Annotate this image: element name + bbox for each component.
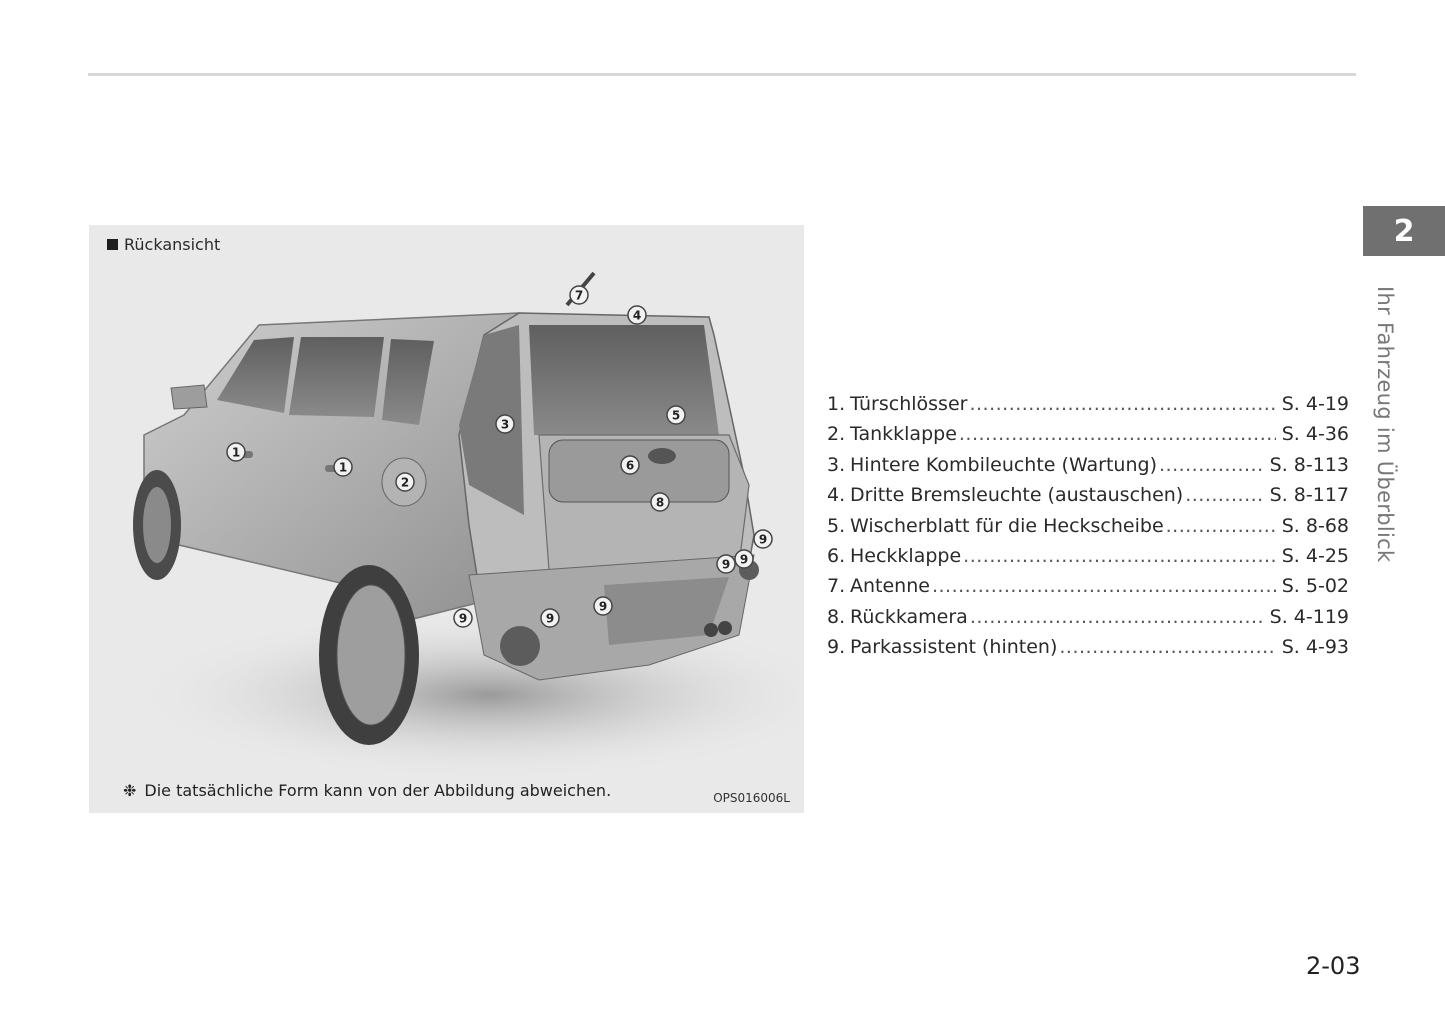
- chapter-title: [1373, 286, 1413, 586]
- callout-badge-label: 2: [400, 475, 410, 490]
- chapter-title-text: Ihr Fahrzeug im Überblick: [1373, 286, 1397, 563]
- dot-leader: [969, 393, 1275, 415]
- list-item: [827, 423, 1349, 453]
- callout-badge-7: [570, 286, 588, 304]
- callout-badge-label: 9: [545, 611, 555, 626]
- chapter-number-tab: 2: [1363, 206, 1445, 256]
- item-page-ref: S. 8-68: [1281, 514, 1349, 537]
- item-number: 5.: [827, 514, 846, 537]
- figure-note-text: Die tatsächliche Form kann von der Abbildung abweichen.: [144, 781, 612, 800]
- parts-reference-list: [827, 393, 1349, 667]
- item-page-ref: S. 4-19: [1281, 393, 1349, 415]
- car-rear-illustration: [89, 225, 804, 813]
- callout-badge-3: [496, 415, 514, 433]
- item-label: Parkassistent (hinten): [850, 636, 1058, 659]
- item-number: 7.: [827, 575, 846, 598]
- dot-leader: [963, 545, 1276, 567]
- rear-view-figure: [89, 225, 804, 813]
- item-label: Antenne: [850, 575, 930, 598]
- callout-badge-label: 6: [625, 458, 635, 473]
- item-label: Heckklappe: [850, 544, 962, 567]
- dot-leader: [1166, 515, 1276, 537]
- item-label: Rückkamera: [850, 605, 968, 628]
- callout-badge-9: [594, 597, 612, 615]
- callout-badge-label: 9: [721, 557, 731, 572]
- callout-badge-9: [735, 550, 753, 568]
- item-number: 9.: [827, 636, 846, 659]
- item-page-ref: S. 4-119: [1269, 605, 1349, 628]
- item-number: 1.: [827, 393, 846, 415]
- dot-leader: [1159, 454, 1264, 476]
- callout-badge-1: [227, 443, 245, 461]
- note-symbol-icon: ❉: [123, 781, 137, 800]
- item-number: 2.: [827, 423, 846, 446]
- dot-leader: [970, 606, 1264, 628]
- callout-badge-label: 9: [758, 532, 768, 547]
- dot-leader: [959, 423, 1276, 445]
- item-number: 3.: [827, 453, 846, 476]
- item-page-ref: S. 4-93: [1281, 636, 1349, 659]
- list-item: [827, 484, 1349, 514]
- list-item: [827, 515, 1349, 545]
- item-number: 6.: [827, 544, 846, 567]
- item-page-ref: S. 8-113: [1269, 453, 1349, 476]
- header-rule: [88, 73, 1356, 76]
- callout-badge-label: 5: [671, 408, 681, 423]
- callout-badge-2: [396, 473, 414, 491]
- bullet-square-icon: [107, 239, 118, 250]
- list-item: [827, 454, 1349, 484]
- item-label: Türschlösser: [850, 393, 968, 415]
- figure-heading: [107, 235, 220, 254]
- callout-badge-9: [541, 609, 559, 627]
- page-number: 2-03: [1306, 952, 1361, 980]
- list-item: [827, 636, 1349, 666]
- item-page-ref: S. 4-36: [1281, 423, 1349, 446]
- dot-leader: [932, 575, 1276, 597]
- item-page-ref: S. 5-02: [1281, 575, 1349, 598]
- figure-code: OPS016006L: [713, 791, 790, 805]
- callout-badge-label: 9: [739, 552, 749, 567]
- dot-leader: [1185, 484, 1263, 506]
- callout-badge-label: 8: [655, 495, 665, 510]
- figure-heading-text: Rückansicht: [124, 235, 221, 254]
- callout-badge-label: 1: [338, 460, 348, 475]
- callout-badge-label: 9: [458, 611, 468, 626]
- item-number: 8.: [827, 605, 846, 628]
- list-item: [827, 393, 1349, 423]
- list-item: [827, 606, 1349, 636]
- callout-badge-9: [717, 555, 735, 573]
- dot-leader: [1059, 636, 1275, 658]
- item-number: 4.: [827, 484, 846, 507]
- item-label: Dritte Bremsleuchte (austauschen): [850, 484, 1184, 507]
- callout-badge-9: [454, 609, 472, 627]
- callout-badge-5: [667, 406, 685, 424]
- callout-badge-label: 1: [231, 445, 241, 460]
- callout-badge-label: 4: [632, 308, 642, 323]
- item-label: Hintere Kombileuchte (Wartung): [850, 453, 1157, 476]
- callout-badge-label: 7: [574, 288, 584, 303]
- callout-badge-4: [628, 306, 646, 324]
- item-page-ref: S. 4-25: [1281, 544, 1349, 567]
- callout-badge-label: 3: [500, 417, 510, 432]
- list-item: [827, 545, 1349, 575]
- callout-badge-8: [651, 493, 669, 511]
- figure-note: [123, 781, 611, 800]
- list-item: [827, 575, 1349, 605]
- callout-badge-9: [754, 530, 772, 548]
- callout-badge-label: 9: [598, 599, 608, 614]
- callout-badge-1: [334, 458, 352, 476]
- item-page-ref: S. 8-117: [1269, 484, 1349, 507]
- item-label: Wischerblatt für die Heckscheibe: [850, 514, 1164, 537]
- item-label: Tankklappe: [850, 423, 957, 446]
- callout-badge-6: [621, 456, 639, 474]
